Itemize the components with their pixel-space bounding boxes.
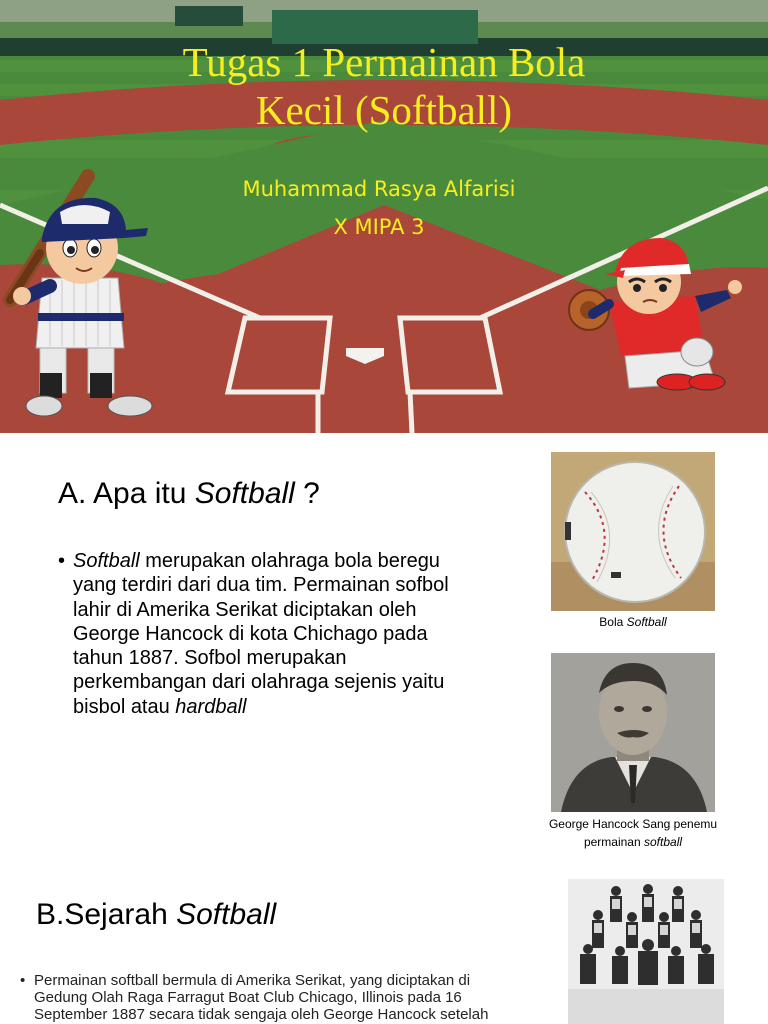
- bullet-point: •: [20, 972, 26, 989]
- section-heading-b: [36, 898, 276, 932]
- cartoon-catcher-illustration: [565, 232, 745, 397]
- caption-george-italic: softball: [644, 835, 683, 849]
- caption-george-hancock: [520, 815, 746, 851]
- paragraph-italic-hardball: hardball: [175, 695, 247, 718]
- caption-ball-prefix: Bola: [599, 615, 627, 629]
- heading-b-italic: Softball: [176, 898, 277, 931]
- bullet-point: •: [58, 550, 66, 572]
- heading-a-suffix: ?: [294, 477, 320, 510]
- slide-title: [0, 38, 768, 134]
- title-line-2: Kecil (Softball): [255, 87, 513, 133]
- caption-ball-italic: Softball: [626, 615, 667, 629]
- caption-softball-photo: [520, 613, 746, 631]
- softball-photo: [551, 452, 715, 611]
- heading-a-italic: Softball: [194, 477, 295, 510]
- heading-b-prefix: B.Sejarah: [36, 898, 177, 931]
- slide-what-is-softball: [0, 433, 768, 873]
- caption-george-line-1: George Hancock Sang penemu: [548, 817, 718, 831]
- section-heading-a: [58, 477, 320, 511]
- history-paragraph-text: Permainan softball bermula di Amerika Serikat, yang diciptakan di Gedung Olah Raga Farragut Boat Club Chicago, Illinois pada 16 September 1887 secara tidak sengaja oleh George Hancock setelah: [34, 972, 489, 1023]
- cartoon-batter-illustration: [0, 168, 160, 428]
- history-paragraph: [20, 972, 518, 1023]
- heading-a-prefix: A. Apa itu: [58, 477, 195, 510]
- paragraph-body-text: merupakan olahraga bola beregu yang terdiri dari dua tim. Permainan sofbol lahir di Amerika Serikat diciptakan oleh George Hancock di kota Chichago pada tahun 1887. Sofbol merupakan perkembangan dari olahraga sejenis yaitu bisbol atau: [73, 550, 449, 718]
- title-slide: [0, 0, 768, 433]
- author-class: X MIPA 3: [333, 215, 425, 239]
- title-line-1: Tugas 1 Permainan Bola: [182, 39, 586, 85]
- paragraph-italic-softball: Softball: [73, 550, 140, 572]
- author-name: Muhammad Rasya Alfarisi: [242, 177, 516, 201]
- slide-history-softball: [0, 873, 768, 1024]
- caption-george-prefix: permainan: [583, 835, 644, 849]
- george-hancock-portrait: [551, 653, 715, 812]
- caption-george-line-2: [520, 833, 746, 851]
- definition-paragraph: [58, 549, 458, 719]
- vintage-team-photo: [568, 879, 724, 1024]
